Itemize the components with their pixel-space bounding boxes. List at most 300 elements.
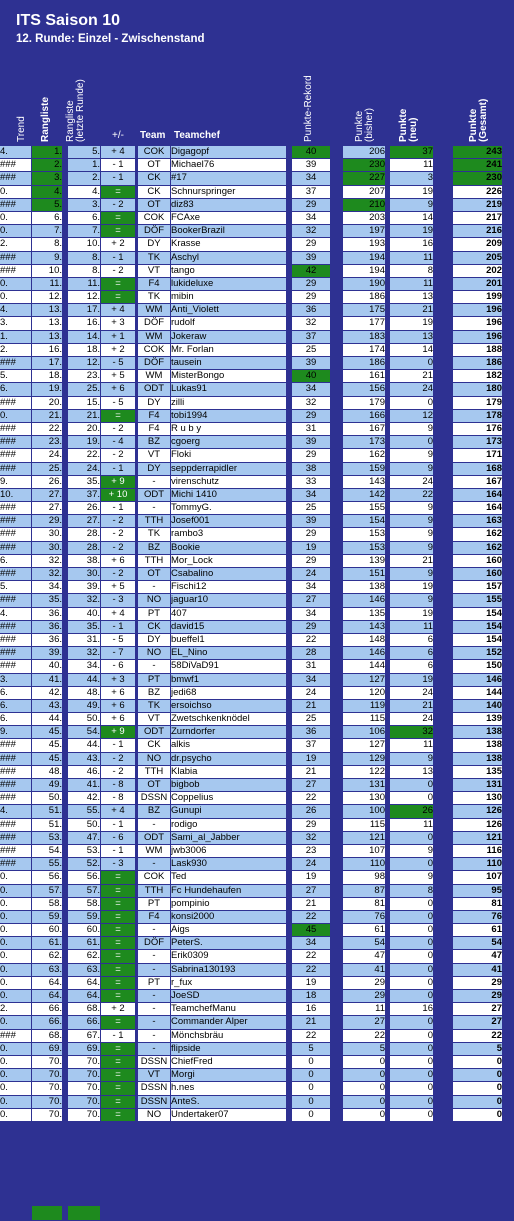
cell-gesamt: 29 [453, 977, 502, 989]
cell-chef: konsi2000 [171, 911, 286, 923]
cell-chef: #17 [171, 172, 286, 184]
cell-diff: = [101, 1056, 135, 1068]
cell-diff: - 2 [101, 423, 135, 435]
cell-trend: 0. [0, 885, 31, 897]
cell-rekord: 0 [292, 1096, 330, 1108]
cell-trend: 0. [0, 911, 31, 923]
cell-trend: 0. [0, 410, 31, 422]
cell-diff: = [101, 924, 135, 936]
cell-diff: = [101, 212, 135, 224]
cell-prev: 69. [68, 1043, 100, 1055]
cell-team: DÖF [138, 317, 170, 329]
cell-team: ODT [138, 489, 170, 501]
cell-diff: - 5 [101, 357, 135, 369]
cell-rekord: 21 [292, 898, 330, 910]
cell-team: BZ [138, 687, 170, 699]
cell-trend: 0. [0, 1069, 31, 1081]
cell-diff: - 1 [101, 252, 135, 264]
cell-chef: BookerBrazil [171, 225, 286, 237]
cell-neu: 9 [390, 542, 433, 554]
cell-diff: = [101, 278, 135, 290]
cell-rekord: 31 [292, 423, 330, 435]
cell-rank: 16. [32, 344, 62, 356]
cell-team: DY [138, 238, 170, 250]
cell-rekord: 19 [292, 753, 330, 765]
cell-neu: 8 [390, 265, 433, 277]
cell-bisher: 5 [343, 1043, 385, 1055]
header-rangliste-last: Rangliste (letzte Runde) [65, 79, 86, 142]
cell-neu: 9 [390, 753, 433, 765]
cell-team: TTH [138, 766, 170, 778]
cell-diff: - 5 [101, 397, 135, 409]
cell-rekord: 24 [292, 687, 330, 699]
cell-neu: 21 [390, 700, 433, 712]
cell-diff: = [101, 1096, 135, 1108]
cell-neu: 0 [390, 357, 433, 369]
cell-prev: 20. [68, 423, 100, 435]
cell-chef: Aigs [171, 924, 286, 936]
cell-bisher: 54 [343, 937, 385, 949]
cell-diff: = [101, 291, 135, 303]
cell-rank: 34. [32, 581, 62, 593]
cell-prev: 17. [68, 304, 100, 316]
cell-diff: - 6 [101, 832, 135, 844]
cell-gesamt: 171 [453, 449, 502, 461]
cell-rekord: 39 [292, 436, 330, 448]
cell-prev: 28. [68, 542, 100, 554]
cell-chef: Sabrina130193 [171, 964, 286, 976]
cell-rekord: 28 [292, 647, 330, 659]
cell-neu: 9 [390, 502, 433, 514]
cell-trend: 0. [0, 278, 31, 290]
cell-diff: = [101, 1109, 135, 1121]
cell-rank: 45. [32, 726, 62, 738]
cell-rekord: 32 [292, 317, 330, 329]
cell-chef: Michi 1410 [171, 489, 286, 501]
cell-rank: 2. [32, 159, 62, 171]
cell-diff: + 9 [101, 476, 135, 488]
cell-prev: 3. [68, 199, 100, 211]
cell-diff: = [101, 990, 135, 1002]
cell-prev: 25. [68, 383, 100, 395]
cell-team: DSSN [138, 792, 170, 804]
cell-rank: 70. [32, 1082, 62, 1094]
cell-trend: 6. [0, 687, 31, 699]
cell-team: BZ [138, 805, 170, 817]
cell-rekord: 36 [292, 726, 330, 738]
cell-rank: 42. [32, 687, 62, 699]
cell-bisher: 129 [343, 753, 385, 765]
cell-trend: ### [0, 660, 31, 672]
cell-diff: - 2 [101, 265, 135, 277]
cell-bisher: 98 [343, 871, 385, 883]
cell-bisher: 76 [343, 911, 385, 923]
cell-neu: 16 [390, 1003, 433, 1015]
cell-gesamt: 95 [453, 885, 502, 897]
cell-neu: 9 [390, 845, 433, 857]
cell-trend: 0. [0, 990, 31, 1002]
cell-team: COK [138, 212, 170, 224]
cell-neu: 9 [390, 528, 433, 540]
cell-rank: 60. [32, 924, 62, 936]
cell-trend: 0. [0, 1109, 31, 1121]
cell-chef: FCAxe [171, 212, 286, 224]
cell-rank: 70. [32, 1056, 62, 1068]
cell-team: - [138, 950, 170, 962]
cell-bisher: 173 [343, 436, 385, 448]
cell-neu: 21 [390, 555, 433, 567]
cell-trend: ### [0, 159, 31, 171]
cell-prev: 41. [68, 779, 100, 791]
cell-team: WM [138, 370, 170, 382]
cell-rank: 59. [32, 911, 62, 923]
header-punkte-neu: Punkte (neu) [398, 108, 419, 142]
cell-prev: 35. [68, 476, 100, 488]
cell-trend: ### [0, 753, 31, 765]
cell-prev: 66. [68, 1016, 100, 1028]
cell-rekord: 34 [292, 937, 330, 949]
sheet-subtitle: 12. Runde: Einzel - Zwischenstand [16, 33, 205, 45]
cell-neu: 19 [390, 608, 433, 620]
cell-bisher: 166 [343, 410, 385, 422]
cell-rank: 49. [32, 779, 62, 791]
cell-chef: Aschyl [171, 252, 286, 264]
cell-trend: ### [0, 766, 31, 778]
cell-prev: 31. [68, 634, 100, 646]
cell-gesamt: 216 [453, 225, 502, 237]
cell-gesamt: 81 [453, 898, 502, 910]
cell-rekord: 29 [292, 449, 330, 461]
cell-prev: 4. [68, 186, 100, 198]
cell-trend: 0. [0, 898, 31, 910]
cell-neu: 0 [390, 792, 433, 804]
cell-prev: 47. [68, 832, 100, 844]
cell-rekord: 24 [292, 858, 330, 870]
cell-gesamt: 146 [453, 674, 502, 686]
cell-gesamt: 126 [453, 819, 502, 831]
cell-neu: 11 [390, 159, 433, 171]
cell-prev: 11. [68, 278, 100, 290]
cell-rank: 69. [32, 1043, 62, 1055]
cell-rank: 62. [32, 950, 62, 962]
cell-chef: Coppelius [171, 792, 286, 804]
cell-bisher: 143 [343, 621, 385, 633]
cell-prev: 56. [68, 871, 100, 883]
cell-rekord: 29 [292, 555, 330, 567]
cell-diff: = [101, 911, 135, 923]
cell-prev: 42. [68, 792, 100, 804]
cell-gesamt: 196 [453, 304, 502, 316]
cell-team: ODT [138, 726, 170, 738]
cell-rank: 58. [32, 898, 62, 910]
cell-rekord: 16 [292, 1003, 330, 1015]
cell-team: - [138, 660, 170, 672]
header-punkte-gesamt: Punkte (Gesamt) [468, 98, 489, 142]
cell-bisher: 127 [343, 739, 385, 751]
sheet-title: ITS Saison 10 [16, 12, 121, 29]
cell-neu: 0 [390, 832, 433, 844]
cell-team: NO [138, 647, 170, 659]
cell-neu: 19 [390, 581, 433, 593]
cell-bisher: 194 [343, 265, 385, 277]
cell-team: - [138, 502, 170, 514]
cell-gesamt: 110 [453, 858, 502, 870]
cell-chef: Fischi12 [171, 581, 286, 593]
cell-prev: 63. [68, 964, 100, 976]
cell-rekord: 18 [292, 990, 330, 1002]
cell-chef: bmwf1 [171, 674, 286, 686]
cell-chef: diz83 [171, 199, 286, 211]
cell-diff: = [101, 1069, 135, 1081]
cell-rank: 57. [32, 885, 62, 897]
cell-chef: Anti_Violett [171, 304, 286, 316]
cell-team: ODT [138, 383, 170, 395]
cell-gesamt: 22 [453, 1030, 502, 1042]
cell-bisher: 139 [343, 555, 385, 567]
cell-rekord: 40 [292, 146, 330, 158]
cell-gesamt: 155 [453, 594, 502, 606]
cell-bisher: 11 [343, 1003, 385, 1015]
cell-chef: Gunupi [171, 805, 286, 817]
cell-diff: - 1 [101, 172, 135, 184]
cell-chef: Morgi [171, 1069, 286, 1081]
cell-rekord: 25 [292, 502, 330, 514]
cell-rank: 39. [32, 647, 62, 659]
cell-rank: 19. [32, 383, 62, 395]
cell-trend: 0. [0, 924, 31, 936]
cell-trend: ### [0, 449, 31, 461]
cell-neu: 24 [390, 687, 433, 699]
cell-bisher: 22 [343, 1030, 385, 1042]
cell-bisher: 106 [343, 726, 385, 738]
cell-rekord: 25 [292, 713, 330, 725]
cell-rekord: 22 [292, 792, 330, 804]
cell-bisher: 87 [343, 885, 385, 897]
cell-chef: Zwetschkenknödel [171, 713, 286, 725]
cell-chef: lukideluxe [171, 278, 286, 290]
cell-bisher: 81 [343, 898, 385, 910]
cell-prev: 53. [68, 845, 100, 857]
cell-chef: Jokeraw [171, 331, 286, 343]
cell-trend: 2. [0, 238, 31, 250]
cell-chef: Michael76 [171, 159, 286, 171]
cell-rank: 13. [32, 304, 62, 316]
cell-trend: 4. [0, 146, 31, 158]
cell-bisher: 190 [343, 278, 385, 290]
cell-team: BZ [138, 436, 170, 448]
cell-chef: rambo3 [171, 528, 286, 540]
cell-prev: 52. [68, 858, 100, 870]
cell-team: CK [138, 186, 170, 198]
cell-rekord: 27 [292, 885, 330, 897]
cell-chef: PeterS. [171, 937, 286, 949]
cell-diff: = [101, 1043, 135, 1055]
cell-gesamt: 126 [453, 805, 502, 817]
cell-rank: 27. [32, 502, 62, 514]
cell-bisher: 194 [343, 252, 385, 264]
cell-bisher: 175 [343, 304, 385, 316]
cell-rank: 30. [32, 542, 62, 554]
cell-prev: 48. [68, 687, 100, 699]
cell-rekord: 34 [292, 608, 330, 620]
cell-prev: 57. [68, 885, 100, 897]
cell-chef: ChiefFred [171, 1056, 286, 1068]
cell-prev: 18. [68, 344, 100, 356]
cell-prev: 44. [68, 674, 100, 686]
cell-gesamt: 186 [453, 357, 502, 369]
cell-rekord: 5 [292, 1043, 330, 1055]
cell-rank: 5. [32, 199, 62, 211]
cell-neu: 6 [390, 660, 433, 672]
cell-bisher: 131 [343, 779, 385, 791]
cell-rekord: 34 [292, 212, 330, 224]
cell-neu: 0 [390, 977, 433, 989]
cell-rekord: 0 [292, 1056, 330, 1068]
cell-rekord: 0 [292, 1069, 330, 1081]
cell-diff: - 5 [101, 634, 135, 646]
cell-diff: + 4 [101, 304, 135, 316]
cell-gesamt: 157 [453, 581, 502, 593]
cell-diff: + 6 [101, 700, 135, 712]
cell-rekord: 21 [292, 766, 330, 778]
cell-trend: ### [0, 199, 31, 211]
cell-trend: ### [0, 779, 31, 791]
cell-chef: TommyG. [171, 502, 286, 514]
cell-diff: + 2 [101, 344, 135, 356]
cell-diff: - 2 [101, 199, 135, 211]
cell-diff: - 6 [101, 660, 135, 672]
cell-team: COK [138, 344, 170, 356]
cell-gesamt: 76 [453, 911, 502, 923]
cell-team: - [138, 1016, 170, 1028]
cell-rank: 51. [32, 805, 62, 817]
cell-chef: bigbob [171, 779, 286, 791]
cell-diff: = [101, 410, 135, 422]
cell-bisher: 144 [343, 660, 385, 672]
cell-bisher: 156 [343, 383, 385, 395]
cell-trend: 0. [0, 950, 31, 962]
cell-team: - [138, 819, 170, 831]
cell-neu: 0 [390, 1109, 433, 1121]
cell-diff: = [101, 950, 135, 962]
cell-bisher: 161 [343, 370, 385, 382]
cell-chef: 58DiVaD91 [171, 660, 286, 672]
cell-diff: + 4 [101, 608, 135, 620]
cell-prev: 68. [68, 1003, 100, 1015]
cell-rekord: 29 [292, 278, 330, 290]
cell-diff: = [101, 885, 135, 897]
cell-prev: 50. [68, 713, 100, 725]
cell-diff: - 3 [101, 594, 135, 606]
cell-trend: 0. [0, 1096, 31, 1108]
cell-trend: 0. [0, 212, 31, 224]
cell-bisher: 143 [343, 476, 385, 488]
cell-prev: 21. [68, 410, 100, 422]
cell-trend: ### [0, 594, 31, 606]
cell-team: CK [138, 621, 170, 633]
cell-rekord: 21 [292, 1016, 330, 1028]
cell-diff: - 1 [101, 463, 135, 475]
cell-rank: 44. [32, 713, 62, 725]
cell-neu: 11 [390, 819, 433, 831]
cell-rank: 23. [32, 436, 62, 448]
cell-team: VT [138, 713, 170, 725]
cell-rank: 21. [32, 410, 62, 422]
cell-prev: 23. [68, 370, 100, 382]
cell-neu: 0 [390, 397, 433, 409]
cell-neu: 0 [390, 1056, 433, 1068]
cell-chef: JoeSD [171, 990, 286, 1002]
cell-team: PT [138, 977, 170, 989]
cell-rekord: 0 [292, 1082, 330, 1094]
cell-trend: 0. [0, 225, 31, 237]
cell-chef: Mor_Lock [171, 555, 286, 567]
cell-rank: 4. [32, 186, 62, 198]
cell-rekord: 22 [292, 634, 330, 646]
cell-rekord: 22 [292, 1030, 330, 1042]
cell-bisher: 142 [343, 489, 385, 501]
cell-prev: 12. [68, 357, 100, 369]
cell-rank: 32. [32, 555, 62, 567]
cell-rekord: 19 [292, 542, 330, 554]
cell-bisher: 207 [343, 186, 385, 198]
cell-diff: + 9 [101, 726, 135, 738]
cell-chef: Mr. Forlan [171, 344, 286, 356]
cell-chef: Digagopf [171, 146, 286, 158]
cell-bisher: 47 [343, 950, 385, 962]
cell-trend: 1. [0, 331, 31, 343]
cell-neu: 9 [390, 568, 433, 580]
cell-trend: ### [0, 542, 31, 554]
cell-diff: - 1 [101, 621, 135, 633]
cell-trend: ### [0, 832, 31, 844]
cell-neu: 19 [390, 186, 433, 198]
cell-rekord: 33 [292, 476, 330, 488]
cell-prev: 70. [68, 1082, 100, 1094]
cell-gesamt: 144 [453, 687, 502, 699]
cell-neu: 19 [390, 674, 433, 686]
cell-rank: 43. [32, 700, 62, 712]
cell-bisher: 186 [343, 357, 385, 369]
cell-rank: 36. [32, 634, 62, 646]
cell-chef: Ted [171, 871, 286, 883]
cell-gesamt: 217 [453, 212, 502, 224]
cell-gesamt: 61 [453, 924, 502, 936]
cell-neu: 0 [390, 937, 433, 949]
cell-team: - [138, 964, 170, 976]
cell-rank: 51. [32, 819, 62, 831]
cell-rekord: 22 [292, 911, 330, 923]
cell-bisher: 41 [343, 964, 385, 976]
cell-rekord: 29 [292, 621, 330, 633]
cell-chef: pompinio [171, 898, 286, 910]
cell-neu: 0 [390, 1069, 433, 1081]
cell-trend: 0. [0, 1056, 31, 1068]
cell-diff: - 8 [101, 779, 135, 791]
cell-neu: 13 [390, 331, 433, 343]
cell-team: CK [138, 172, 170, 184]
cell-neu: 6 [390, 634, 433, 646]
cell-bisher: 138 [343, 581, 385, 593]
cell-prev: 43. [68, 753, 100, 765]
cell-prev: 70. [68, 1109, 100, 1121]
cell-chef: flipside [171, 1043, 286, 1055]
cell-team: PT [138, 674, 170, 686]
cell-chef: EL_Nino [171, 647, 286, 659]
cell-trend: 0. [0, 937, 31, 949]
cell-rank: 13. [32, 331, 62, 343]
cell-rank: 7. [32, 225, 62, 237]
